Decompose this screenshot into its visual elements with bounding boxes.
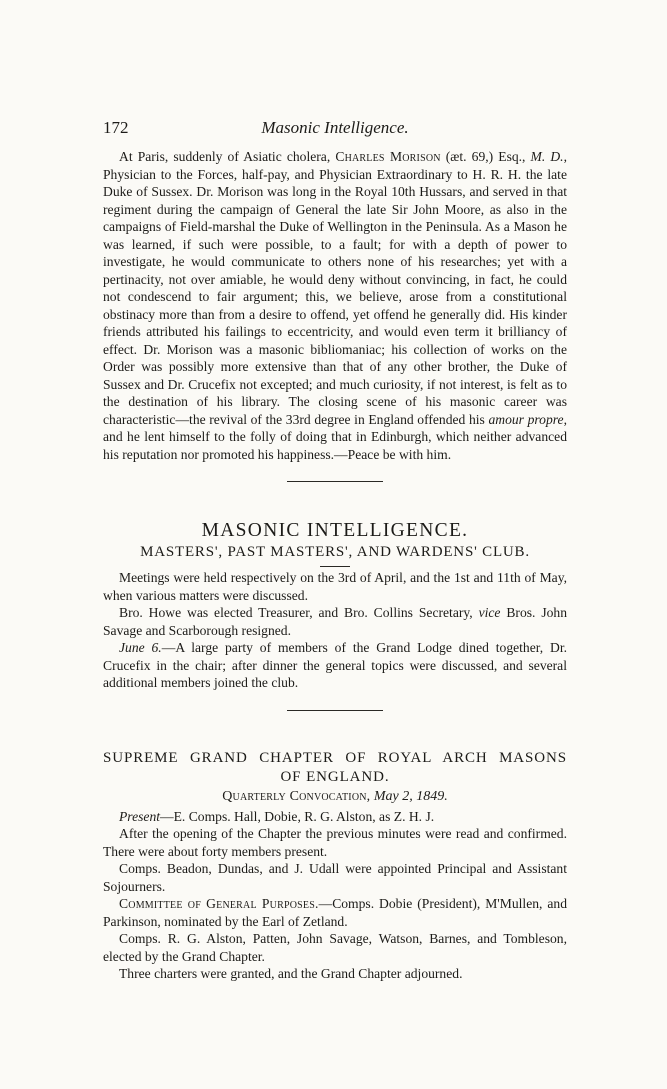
obituary-opening: At Paris, suddenly of Asiatic cholera, (119, 149, 336, 164)
convocation-heading (103, 787, 567, 807)
chapter-title-line2: OF ENGLAND. (280, 768, 390, 785)
obituary-degree: M. D. (530, 149, 564, 164)
convocation-date: May 2, 1849. (373, 788, 448, 804)
chapter-paragraph-appointed: Comps. Beadon, Dundas, and J. Udall were appointed Principal and Assistant Sojourners. (103, 861, 567, 894)
chapter-paragraph-opening: After the opening of the Chapter the previous minutes were read and confirmed. There were about forty members present. (103, 826, 567, 859)
running-title: Masonic Intelligence. (261, 118, 409, 137)
obituary-name: Charles Morison (335, 149, 441, 164)
obituary-after-name: (æt. 69,) Esq., (440, 149, 531, 164)
section-title: MASONIC INTELLIGENCE. (201, 520, 469, 541)
present-label: Present (119, 808, 161, 824)
chapter-paragraph-committee (103, 895, 567, 930)
chapter-title: SUPREME GRAND CHAPTER OF ROYAL ARCH MASONS (103, 749, 567, 766)
club-officers-end: Bros. John Savage and Scarborough resigned. (103, 605, 567, 638)
club-vice: vice (478, 605, 501, 620)
running-head (103, 118, 567, 142)
club-paragraph-officers (103, 604, 567, 639)
club-title: MASTERS', PAST MASTERS', AND WARDENS' CLUB. (140, 544, 530, 560)
chapter-present (103, 808, 567, 826)
club-paragraph-meetings: Meetings were held respectively on the 3rd of April, and the 1st and 11th of May, when various matters were discussed. (103, 570, 567, 603)
club-officers-text: Bro. Howe was elected Treasurer, and Bro. Collins Secretary, (119, 605, 479, 620)
club-dinner-date: June 6. (119, 640, 162, 655)
present-text: —E. Comps. Hall, Dobie, R. G. Alston, as Z. H. J. (160, 808, 435, 824)
committee-label: Committee of General Purposes. (119, 896, 319, 911)
obituary-body: , Physician to the Forces, half-pay, and Physician Extraordinary to H. R. H. the late Duke of Sussex. Dr. Morison was long in the Royal 10th Hussars, and served in that regiment during the campaign of General the late Sir John Moore, as also in the campaigns of Field-marshal the Duke of Wellington in the Peninsula. As a Mason he was learned, if such were possible, to a fault; for with a depth of power to investigate, he would communicate to others none of his researches; yet with a pertinacity, not over amiable, he would deny without convincing, in fact, he could not condescend to fair argument; this, we believe, arose from a constitutional obstinacy more than from a desire to offend, yet offend he generally did. His kinder friends attributed his failings to eccentricity, and would even term it brilliancy of effect. Dr. Morison was a masonic bibliomaniac; his collection of works on the Order was possibly more extensive than that of any other brother, the Duke of Sussex and Dr. Crucefix not excepted; and much curiosity, if not interest, is felt as to the destination of his library. The closing scene of his masonic career was characteristic—the revival of the 33rd degree in England offended his (103, 149, 567, 427)
committee-text: —Comps. Dobie (President), M'Mullen, and Parkinson, nominated by the Earl of Zetland. (103, 896, 567, 929)
obituary-phrase: amour propre (488, 411, 564, 427)
club-dinner-text: —A large party of members of the Grand Lodge dined together, Dr. Crucefix in the chair; after dinner the general topics were discussed, and several additional members joined the club. (103, 640, 567, 690)
obituary-ending: , and he lent himself to the folly of doing that in Edinburgh, which neither advanced his reputation nor promoted his happiness.—Peace be with him. (103, 411, 567, 462)
section-divider-2 (287, 710, 383, 711)
chapter-paragraph-charters: Three charters were granted, and the Grand Chapter adjourned. (119, 966, 463, 981)
obituary-paragraph (103, 148, 567, 463)
section-divider (287, 481, 383, 482)
chapter-paragraph-elected: Comps. R. G. Alston, Patten, John Savage, Watson, Barnes, and Tombleson, elected by the Grand Chapter. (103, 931, 567, 964)
convocation-label: Quarterly Convocation, (222, 788, 371, 804)
club-title-rule (320, 566, 350, 567)
club-paragraph-dinner (103, 639, 567, 692)
page-number: 172 (103, 118, 129, 137)
page (103, 118, 567, 983)
